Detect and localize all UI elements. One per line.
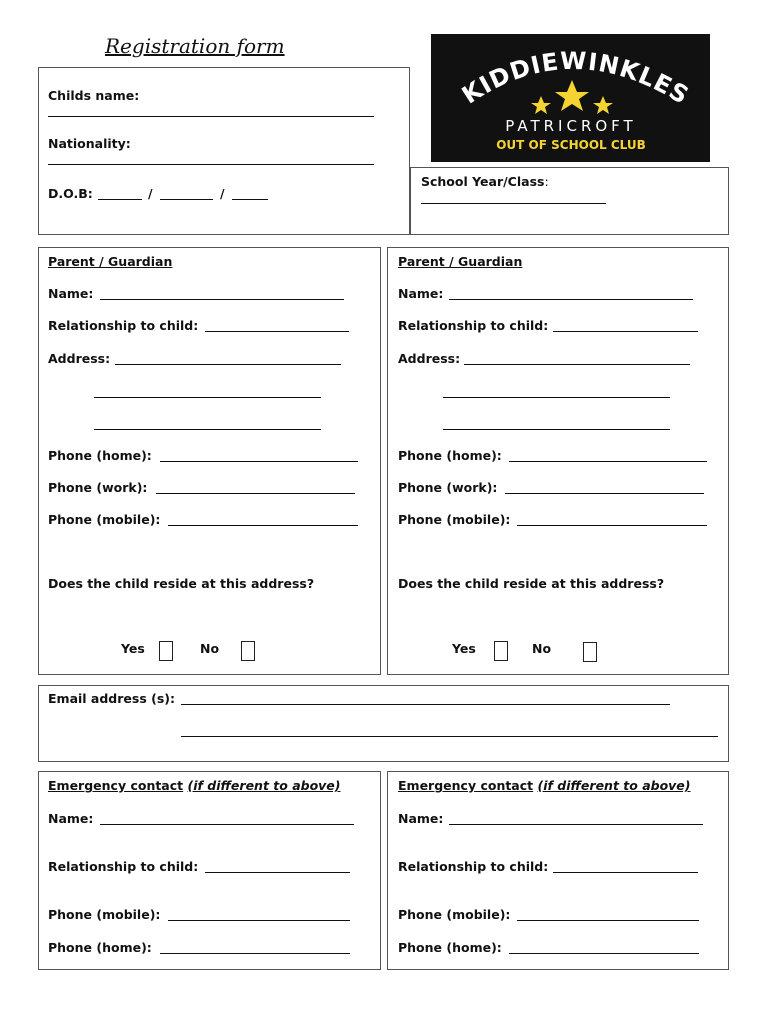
guardian-left-relationship-field[interactable] (205, 331, 349, 332)
guardian-left-phone-home-label: Phone (home): (48, 448, 152, 463)
emergency-right-phone-home-field[interactable] (509, 953, 699, 954)
logo-location-text: PATRICROFT (505, 117, 637, 135)
guardian-right-phone-mobile-label: Phone (mobile): (398, 512, 511, 527)
emergency-left-phone-home-label: Phone (home): (48, 940, 152, 955)
guardian-left-phone-home-field[interactable] (160, 461, 358, 462)
guardian-left-phone-mobile-label: Phone (mobile): (48, 512, 161, 527)
guardian-right-yes-label: Yes (452, 641, 476, 656)
guardian-right-address-label: Address: (398, 351, 461, 366)
emergency-right-name-field[interactable] (449, 824, 703, 825)
emergency-left-phone-mobile-field[interactable] (168, 920, 350, 921)
guardian-left-name-label: Name: (48, 286, 94, 301)
emergency-left-heading: Emergency contact (if different to above) (48, 778, 341, 793)
guardian-right-no-label: No (532, 641, 552, 656)
guardian-left-yes-label: Yes (121, 641, 145, 656)
emergency-right-name-label: Name: (398, 811, 444, 826)
guardian-right-heading: Parent / Guardian (398, 254, 523, 269)
emergency-left-relationship-field[interactable] (205, 872, 350, 873)
dob-separator: / (220, 186, 225, 201)
guardian-left-name-field[interactable] (100, 299, 344, 300)
childs-name-label: Childs name: (48, 88, 140, 103)
guardian-left-address-field-3[interactable] (94, 429, 321, 430)
guardian-left-address-field-2[interactable] (94, 397, 321, 398)
guardian-left-phone-work-label: Phone (work): (48, 480, 148, 495)
guardian-right-phone-home-label: Phone (home): (398, 448, 502, 463)
star-icon (531, 80, 613, 114)
dob-label: D.O.B: (48, 186, 93, 201)
email-label: Email address (s): (48, 691, 175, 706)
emergency-left-name-label: Name: (48, 811, 94, 826)
guardian-right-address-field-3[interactable] (443, 429, 670, 430)
emergency-right-relationship-field[interactable] (553, 872, 698, 873)
guardian-left-heading: Parent / Guardian (48, 254, 173, 269)
emergency-right-phone-home-label: Phone (home): (398, 940, 502, 955)
guardian-left-reside-question: Does the child reside at this address? (48, 576, 315, 591)
guardian-left-no-checkbox[interactable] (241, 641, 255, 661)
club-logo (431, 34, 710, 162)
emergency-right-relationship-label: Relationship to child: (398, 859, 549, 874)
guardian-right-phone-work-label: Phone (work): (398, 480, 498, 495)
guardian-right-reside-question: Does the child reside at this address? (398, 576, 665, 591)
email-field-1[interactable] (181, 704, 670, 705)
guardian-right-yes-checkbox[interactable] (494, 641, 508, 661)
guardian-right-name-field[interactable] (449, 299, 693, 300)
form-title: Registration form (105, 34, 285, 58)
guardian-right-relationship-label: Relationship to child: (398, 318, 549, 333)
emergency-right-phone-mobile-field[interactable] (517, 920, 699, 921)
guardian-right-address-field-1[interactable] (464, 364, 690, 365)
school-year-label: School Year/Class: (421, 174, 549, 189)
guardian-left-phone-mobile-field[interactable] (168, 525, 358, 526)
guardian-right-relationship-field[interactable] (553, 331, 698, 332)
guardian-right-no-checkbox[interactable] (583, 642, 597, 662)
emergency-left-name-field[interactable] (100, 824, 354, 825)
guardian-right-name-label: Name: (398, 286, 444, 301)
childs-name-field[interactable] (48, 116, 374, 117)
logo-brand-text: KIDDIEWINKLES (456, 46, 695, 111)
dob-separator: / (148, 186, 153, 201)
nationality-field[interactable] (48, 164, 374, 165)
emergency-right-heading: Emergency contact (if different to above) (398, 778, 691, 793)
emergency-left-phone-mobile-label: Phone (mobile): (48, 907, 161, 922)
guardian-right-address-field-2[interactable] (443, 397, 670, 398)
emergency-left-relationship-label: Relationship to child: (48, 859, 199, 874)
nationality-label: Nationality: (48, 136, 131, 151)
email-field-2[interactable] (181, 736, 718, 737)
guardian-left-yes-checkbox[interactable] (159, 641, 173, 661)
emergency-right-phone-mobile-label: Phone (mobile): (398, 907, 511, 922)
dob-day-field[interactable] (98, 199, 142, 200)
emergency-left-phone-home-field[interactable] (160, 953, 350, 954)
guardian-left-relationship-label: Relationship to child: (48, 318, 199, 333)
guardian-right-phone-work-field[interactable] (505, 493, 704, 494)
logo-tagline-text: OUT OF SCHOOL CLUB (496, 138, 646, 152)
guardian-left-address-field-1[interactable] (115, 364, 341, 365)
guardian-right-phone-mobile-field[interactable] (517, 525, 707, 526)
guardian-left-address-label: Address: (48, 351, 111, 366)
dob-month-field[interactable] (160, 199, 213, 200)
guardian-left-no-label: No (200, 641, 220, 656)
dob-year-field[interactable] (232, 199, 268, 200)
school-year-field[interactable] (421, 203, 606, 204)
guardian-left-phone-work-field[interactable] (156, 493, 355, 494)
guardian-right-phone-home-field[interactable] (509, 461, 707, 462)
